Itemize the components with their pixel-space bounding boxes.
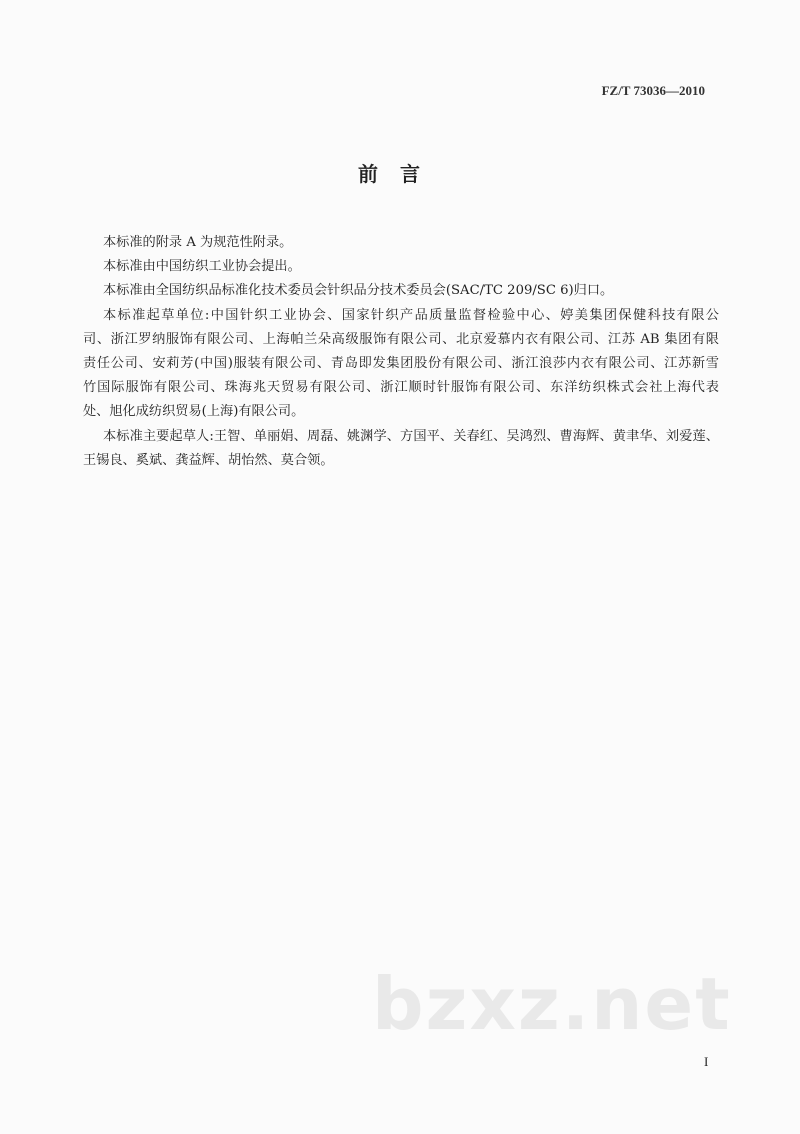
paragraph-line: 本标准的附录 A 为规范性附录。 — [103, 235, 293, 250]
watermark: bzxz.net — [372, 962, 732, 1046]
paragraph-line: 司、浙江罗纳服饰有限公司、上海帕兰朵高级服饰有限公司、北京爱慕内衣有限公司、江苏 AB 集团有限 — [83, 331, 719, 347]
paragraph-line: 处、旭化成纺织贸易(上海)有限公司。 — [83, 404, 305, 420]
paragraph-line: 竹国际服饰有限公司、珠海兆天贸易有限公司、浙江顺时针服饰有限公司、东洋纺织株式会社上海代表 — [83, 380, 719, 396]
standard-code: FZ/T 73036—2010 — [601, 83, 705, 98]
paragraph-line: 本标准主要起草人:王智、单丽娟、周磊、姚渊学、方国平、关春红、吴鸿烈、曹海辉、黄聿华、刘爱莲、 — [103, 428, 719, 444]
paragraph-line: 责任公司、安莉芳(中国)服装有限公司、青岛即发集团股份有限公司、浙江浪莎内衣有限公司、江苏新雪 — [83, 356, 719, 372]
paragraph-line: 本标准由中国纺织工业协会提出。 — [103, 259, 301, 275]
foreword-body — [83, 231, 719, 473]
page-title: 前言 — [358, 162, 442, 186]
page-number: I — [704, 1054, 709, 1069]
paragraph-line: 本标准起草单位:中国针织工业协会、国家针织产品质量监督检验中心、婷美集团保健科技有限公 — [103, 307, 719, 323]
paragraph-line: 王锡良、奚斌、龚益辉、胡怡然、莫合领。 — [83, 452, 334, 468]
paragraph-line: 本标准由全国纺织品标准化技术委员会针织品分技术委员会(SAC/TC 209/SC 6)归口。 — [103, 283, 614, 299]
